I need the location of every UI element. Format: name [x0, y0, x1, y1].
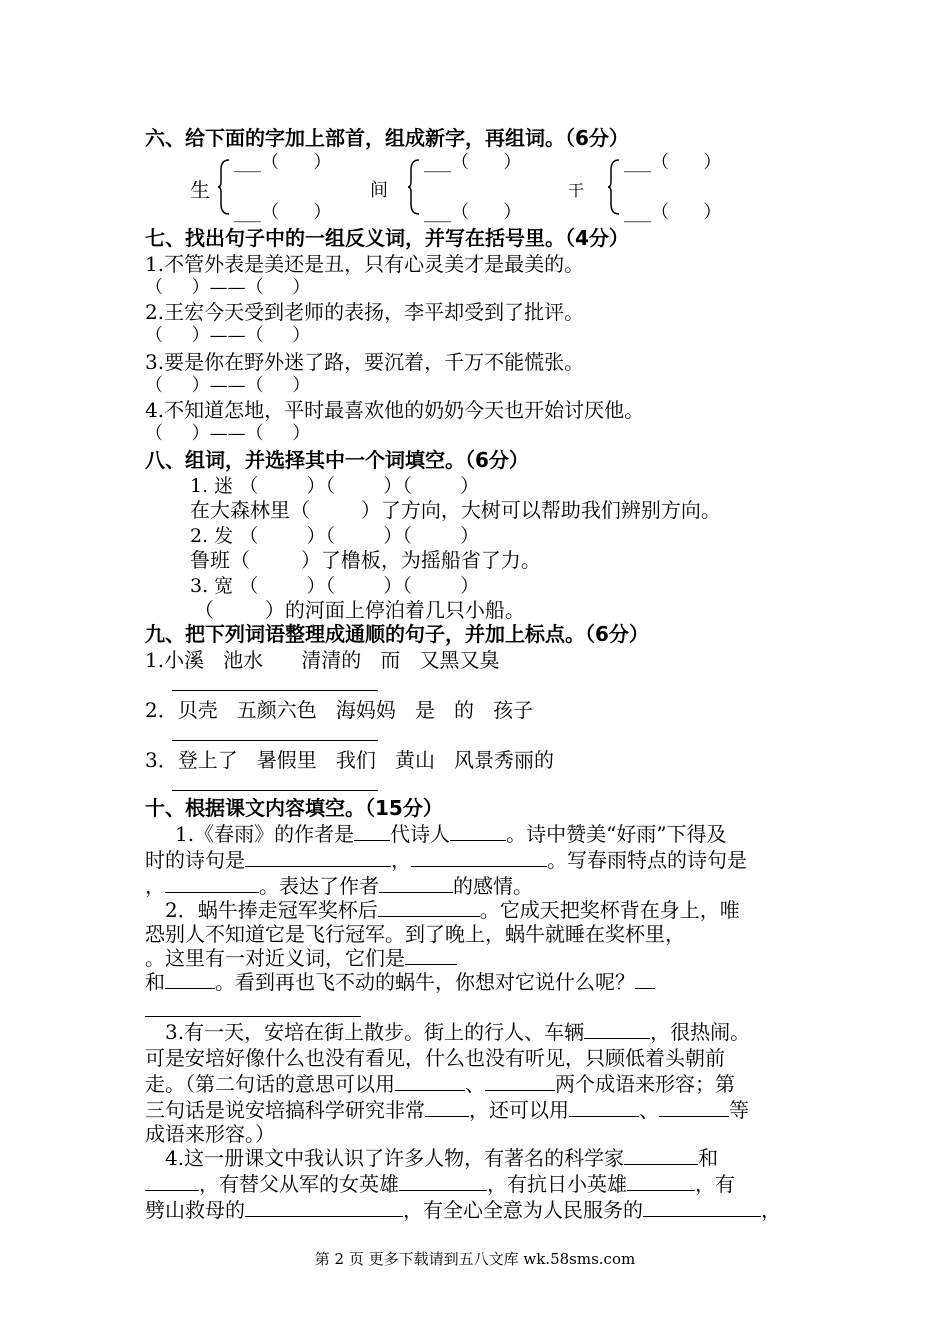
s10-p3-line5: 成语来形容。） [145, 1122, 275, 1146]
blank[interactable] [399, 1172, 487, 1191]
s10-p2-answer-line[interactable] [145, 1016, 361, 1017]
char-1: 生 [190, 178, 210, 202]
s7-answer-2[interactable]: （ ）——（ ） [145, 325, 311, 346]
blank[interactable] [450, 822, 506, 841]
s10-p3-line1: 3.有一天，安培在街上散步。街上的行人、车辆 ，很热闹。 [165, 1020, 751, 1044]
blank[interactable] [643, 1198, 761, 1217]
s10-p3-line4: 三句话是说安培搞科学研究非常 ，还可以用 、 等 [145, 1098, 749, 1122]
s10-p2-line1: 2．蜗牛捧走冠军奖杯后 。它成天把奖杯背在身上，唯 [165, 898, 740, 922]
blank[interactable] [379, 874, 453, 893]
s10-p3-line3: 走。（第二句话的意思可以用 、 两个成语来形容；第 [145, 1072, 735, 1096]
blank[interactable] [165, 874, 259, 893]
blank[interactable] [659, 1098, 729, 1117]
blank[interactable] [165, 970, 215, 989]
s8-word-3[interactable]: 3. 宽 （ ）（ ）（ ） [190, 575, 480, 597]
s10-p4-line3: 劈山救母的 ，有全心全意为人民服务的 ， [145, 1198, 781, 1222]
blank[interactable] [411, 848, 547, 867]
brace-2 [408, 158, 418, 212]
blank[interactable] [425, 1098, 469, 1117]
blank[interactable] [485, 1072, 555, 1091]
s8-fill-1[interactable]: 在大森林里（ ）了方向，大树可以帮助我们辨别方向。 [190, 498, 721, 522]
page-footer: 第 2 页 更多下载请到五八文库 wk.58sms.com [314, 1250, 636, 1268]
s10-p4-line2: ，有替父从军的女英雄 ，有抗日小英雄 ，有 [145, 1172, 735, 1196]
blank[interactable] [145, 1172, 199, 1191]
slot-1a[interactable]: ___（ ） [234, 152, 332, 173]
slot-1b[interactable]: ___（ ） [234, 202, 332, 223]
blank[interactable] [635, 970, 655, 989]
s9-answer-line-3[interactable] [172, 790, 378, 791]
brace-3 [608, 158, 618, 212]
slot-3a[interactable]: ___（ ） [624, 152, 722, 173]
s7-answer-3[interactable]: （ ）——（ ） [145, 375, 311, 396]
section-9-title: 九、把下列词语整理成通顺的句子，并加上标点。（6分） [145, 622, 649, 646]
s9-line-1: 1.小溪 池水 清清的 而 又黑又臭 [145, 648, 500, 672]
char-3: 干 [568, 181, 585, 200]
s8-word-1[interactable]: 1. 迷 （ ）（ ）（ ） [190, 475, 480, 497]
slot-2b[interactable]: ___（ ） [424, 202, 522, 223]
blank[interactable] [395, 1072, 465, 1091]
blank[interactable] [245, 848, 391, 867]
section-6-title: 六、给下面的字加上部首，组成新字，再组词。（6分） [145, 126, 629, 150]
s9-answer-line-1[interactable] [172, 690, 378, 691]
s8-fill-3[interactable]: （ ）的河面上停泊着几只小船。 [194, 598, 525, 622]
s7-answer-4[interactable]: （ ）——（ ） [145, 423, 311, 444]
s10-p1-line3: ， 。表达了作者 的感情。 [145, 874, 533, 898]
s10-p2-line2: 恐别人不知道它是飞行冠军。到了晚上，蜗牛就睡在奖杯里， [145, 922, 685, 946]
s8-word-2[interactable]: 2. 发 （ ）（ ）（ ） [190, 525, 480, 547]
slot-2a[interactable]: ___（ ） [424, 152, 522, 173]
blank[interactable] [584, 1020, 650, 1039]
s10-p4-line1: 4.这一册课文中我认识了许多人物，有著名的科学家 和 [165, 1146, 719, 1170]
s9-line-3: 3．登上了 暑假里 我们 黄山 风景秀丽的 [145, 748, 555, 772]
s10-p1-line1: 1.《春雨》的作者是 代诗人 。诗中赞美“好雨”下得及 [175, 822, 727, 846]
blank[interactable] [354, 822, 390, 841]
s9-line-2: 2．贝壳 五颜六色 海妈妈 是 的 孩子 [145, 698, 534, 722]
s9-answer-line-2[interactable] [172, 740, 378, 741]
s10-p1-line2: 时的诗句是 ， 。写春雨特点的诗句是 [145, 848, 747, 872]
brace-1 [218, 158, 228, 212]
blank[interactable] [627, 1172, 695, 1191]
slot-3b[interactable]: ___（ ） [624, 202, 722, 223]
section-7-title: 七、找出句子中的一组反义词，并写在括号里。（4分） [145, 226, 629, 250]
s10-p2-line3: 。这里有一对近义词，它们是 [145, 946, 457, 970]
blank[interactable] [569, 1098, 639, 1117]
s10-p2-line4: 和 。看到再也飞不动的蜗牛，你想对它说什么呢？ [145, 970, 655, 994]
s8-fill-2[interactable]: 鲁班（ ）了橹板，为摇船省了力。 [190, 548, 541, 572]
s7-item-2: 2.王宏今天受到老师的表扬，李平却受到了批评。 [145, 300, 585, 324]
blank[interactable] [624, 1146, 698, 1165]
blank[interactable] [405, 946, 457, 965]
s7-item-4: 4.不知道怎地，平时最喜欢他的奶奶今天也开始讨厌他。 [145, 398, 645, 422]
section-8-title: 八、组词，并选择其中一个词填空。（6分） [145, 448, 529, 472]
s10-p3-line2: 可是安培好像什么也没有看见，什么也没有听见，只顾低着头朝前 [145, 1046, 725, 1070]
char-2: 间 [370, 180, 388, 201]
s7-item-1: 1.不管外表是美还是丑，只有心灵美才是最美的。 [145, 252, 585, 276]
blank[interactable] [245, 1198, 403, 1217]
blank[interactable] [378, 898, 480, 917]
s7-answer-1[interactable]: （ ）——（ ） [145, 277, 311, 298]
s7-item-3: 3.要是你在野外迷了路，要沉着，千万不能慌张。 [145, 350, 585, 374]
section-10-title: 十、根据课文内容填空。（15分） [145, 796, 443, 820]
